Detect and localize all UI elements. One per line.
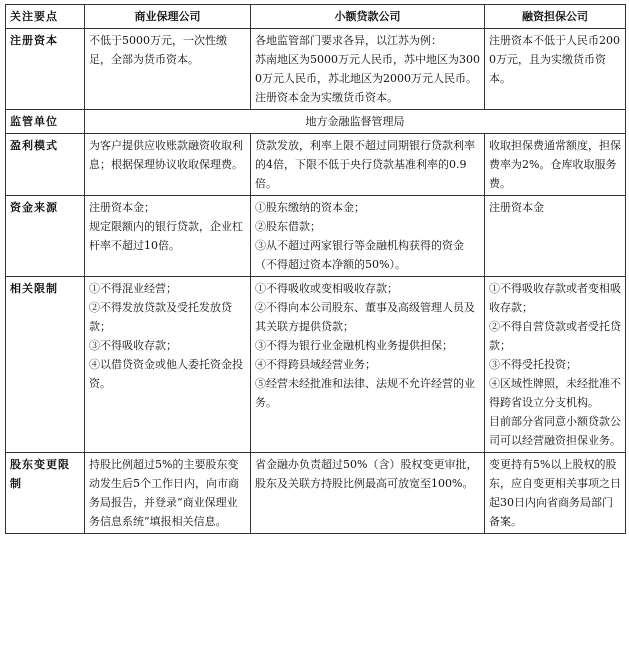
cell-line: ①不得吸收存款或者变相吸收存款；	[489, 282, 621, 314]
row-label: 相关限制	[6, 277, 85, 453]
cell-line: ②不得发放贷款及受托发放贷款；	[89, 301, 232, 333]
table-row	[6, 134, 626, 196]
cell-line: ④不得跨县域经营业务；	[255, 358, 376, 371]
table-cell	[485, 196, 626, 277]
cell-line: ①不得混业经营；	[89, 282, 177, 295]
cell-line: 收取担保费通常额度，担保费率为2%。仓库收取服务费。	[489, 139, 621, 190]
table-cell	[85, 453, 251, 534]
table-cell	[85, 277, 251, 453]
table-row	[6, 196, 626, 277]
table-cell	[485, 277, 626, 453]
cell-line: 目前部分省同意小额贷款公司可以经营融资担保业务。	[489, 415, 621, 447]
row-label: 盈利模式	[6, 134, 85, 196]
table-cell	[251, 453, 485, 534]
row-label: 股东变更限制	[6, 453, 85, 534]
table-row	[6, 29, 626, 110]
cell-line: ④区域性牌照，未经批准不得跨省设立分支机构。	[489, 377, 621, 409]
table-cell	[251, 277, 485, 453]
table-cell	[85, 196, 251, 277]
row-label: 资金来源	[6, 196, 85, 277]
cell-line: ②不得自营贷款或者受托贷款；	[489, 320, 621, 352]
table-cell	[85, 29, 251, 110]
cell-line: 省金融办负责超过50%（含）股权变更审批，股东及关联方持股比例最高可放宽至100%。	[255, 458, 478, 490]
cell-line: 变更持有5%以上股权的股东，应自变更相关事项之日起30日内向省商务局部门备案。	[489, 458, 621, 528]
cell-line: 规定限额内的银行贷款，企业杠杆率不超过10倍。	[89, 220, 243, 252]
cell-line: 注册资本金；	[89, 201, 155, 214]
table-cell	[251, 29, 485, 110]
table-cell	[485, 134, 626, 196]
cell-line: ③不得吸收存款；	[89, 339, 177, 352]
table-row	[6, 277, 626, 453]
table-row	[6, 453, 626, 534]
merged-cell: 地方金融监督管理局	[85, 110, 626, 134]
cell-line: ②不得向本公司股东、董事及高级管理人员及其关联方提供贷款；	[255, 301, 475, 333]
table-row	[6, 110, 626, 134]
cell-line: ②股东借款；	[255, 220, 321, 233]
header-cell: 融资担保公司	[485, 5, 626, 29]
header-row	[6, 5, 626, 29]
cell-line: ③从不超过两家银行等金融机构获得的资金（不得超过资本净额的50%）。	[255, 239, 464, 271]
table-cell	[251, 196, 485, 277]
header-cell: 关注要点	[6, 5, 85, 29]
comparison-table	[5, 4, 626, 534]
cell-line: 各地监管部门要求各异，以江苏为例：	[255, 34, 442, 47]
table-cell	[485, 453, 626, 534]
table-cell	[485, 29, 626, 110]
cell-line: 为客户提供应收账款融资收取利息；根据保理协议收取保理费。	[89, 139, 243, 171]
table-cell	[251, 134, 485, 196]
table-cell	[85, 134, 251, 196]
header-cell: 小额贷款公司	[251, 5, 485, 29]
cell-line: ⑤经营未经批准和法律、法规不允许经营的业务。	[255, 377, 475, 409]
row-label: 监管单位	[6, 110, 85, 134]
cell-line: ①不得吸收或变相吸收存款；	[255, 282, 398, 295]
cell-line: ④以借贷资金或他人委托资金投资。	[89, 358, 243, 390]
cell-line: 注册资本金	[489, 201, 544, 214]
header-cell: 商业保理公司	[85, 5, 251, 29]
cell-line: 贷款发放，利率上限不超过同期银行贷款利率的4倍，下限不低于央行贷款基准利率的0.9倍。	[255, 139, 475, 190]
cell-line: 持股比例超过5%的主要股东变动发生后5个工作日内，向市商务局报告，并登录“商业保理业务信息系统”填报相关信息。	[89, 458, 239, 528]
cell-line: ③不得为银行业金融机构业务提供担保；	[255, 339, 453, 352]
cell-line: 苏南地区为5000万元人民币，苏中地区为3000万元人民币，苏北地区为2000万元人民币。注册资本金为实缴货币资本。	[255, 53, 480, 104]
row-label: 注册资本	[6, 29, 85, 110]
cell-line: ③不得受托投资；	[489, 358, 577, 371]
cell-line: 注册资本不低于人民币2000万元，且为实缴货币资本。	[489, 34, 620, 85]
cell-line: 不低于5000万元，一次性缴足，全部为货币资本。	[89, 34, 227, 66]
cell-line: ①股东缴纳的资本金；	[255, 201, 365, 214]
